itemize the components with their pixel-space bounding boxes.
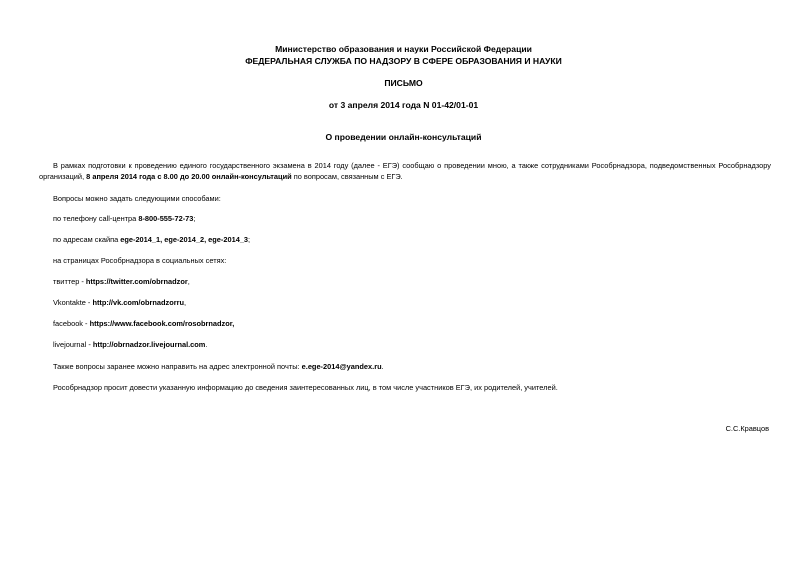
livejournal-label: livejournal - bbox=[53, 340, 93, 349]
email-line bbox=[53, 362, 384, 372]
phone-label: по телефону call-центра bbox=[53, 214, 139, 223]
phone-line bbox=[53, 214, 195, 224]
phone-suffix: ; bbox=[193, 214, 196, 223]
facebook-line bbox=[53, 319, 234, 329]
ministry-title: Министерство образования и науки Российской Федерации bbox=[275, 44, 532, 54]
skype-label: по адресам скайпа bbox=[53, 235, 121, 244]
twitter-suffix: , bbox=[187, 277, 190, 286]
closing-paragraph: Рособрнадзор просит довести указанную информацию до сведения заинтересованных лиц, в том числе участников ЕГЭ, их родителей, учителей. bbox=[53, 383, 558, 392]
document-type: ПИСЬМО bbox=[384, 78, 423, 88]
skype-addresses: ege-2014_1, ege-2014_2, ege-2014_3 bbox=[120, 235, 249, 244]
email-suffix: . bbox=[381, 362, 384, 371]
intro-text: В рамках подготовки к проведению единого государственного экзамена в 2014 году (далее - ЕГЭ) сообщаю о проведении мною, а также сотрудниками Рособрнадзора, подведомственных Рособрнадзору организаций, bbox=[39, 161, 771, 181]
livejournal-link: http://obrnadzor.livejournal.com bbox=[92, 340, 206, 349]
consultation-date-time: 8 апреля 2014 года с 8.00 до 20.00 онлайн-консультаций bbox=[86, 172, 292, 181]
ways-heading: Вопросы можно задать следующими способами: bbox=[53, 194, 221, 203]
email-label: Также вопросы заранее можно направить на адрес электронной почты: bbox=[53, 362, 302, 371]
intro-paragraph bbox=[39, 160, 771, 182]
twitter-line bbox=[53, 277, 190, 287]
signature: С.С.Кравцов bbox=[725, 424, 769, 433]
phone-number: 8-800-555-72-73 bbox=[138, 214, 194, 223]
twitter-label: твиттер - bbox=[53, 277, 86, 286]
document-date-number: от 3 апреля 2014 года N 01-42/01-01 bbox=[328, 100, 479, 110]
email-address: e.ege-2014@yandex.ru bbox=[301, 362, 382, 371]
facebook-label: facebook - bbox=[53, 319, 90, 328]
vk-suffix: , bbox=[184, 298, 187, 307]
social-heading: на страницах Рособрнадзора в социальных сетях: bbox=[53, 256, 227, 265]
vk-link: http://vk.com/obrnadzorru bbox=[92, 298, 185, 307]
skype-line bbox=[53, 235, 250, 245]
service-title: ФЕДЕРАЛЬНАЯ СЛУЖБА ПО НАДЗОРУ В СФЕРЕ ОБРАЗОВАНИЯ И НАУКИ bbox=[245, 56, 562, 66]
vk-line bbox=[53, 298, 186, 308]
intro-text-end: по вопросам, связанным с ЕГЭ. bbox=[291, 172, 403, 181]
document-subject: О проведении онлайн-консультаций bbox=[325, 132, 482, 142]
vk-label: Vkontakte - bbox=[53, 298, 93, 307]
skype-suffix: ; bbox=[248, 235, 251, 244]
facebook-link: https://www.facebook.com/rosobrnadzor, bbox=[89, 319, 235, 328]
livejournal-line bbox=[53, 340, 207, 350]
livejournal-suffix: . bbox=[205, 340, 208, 349]
twitter-link: https://twitter.com/obrnadzor bbox=[85, 277, 188, 286]
